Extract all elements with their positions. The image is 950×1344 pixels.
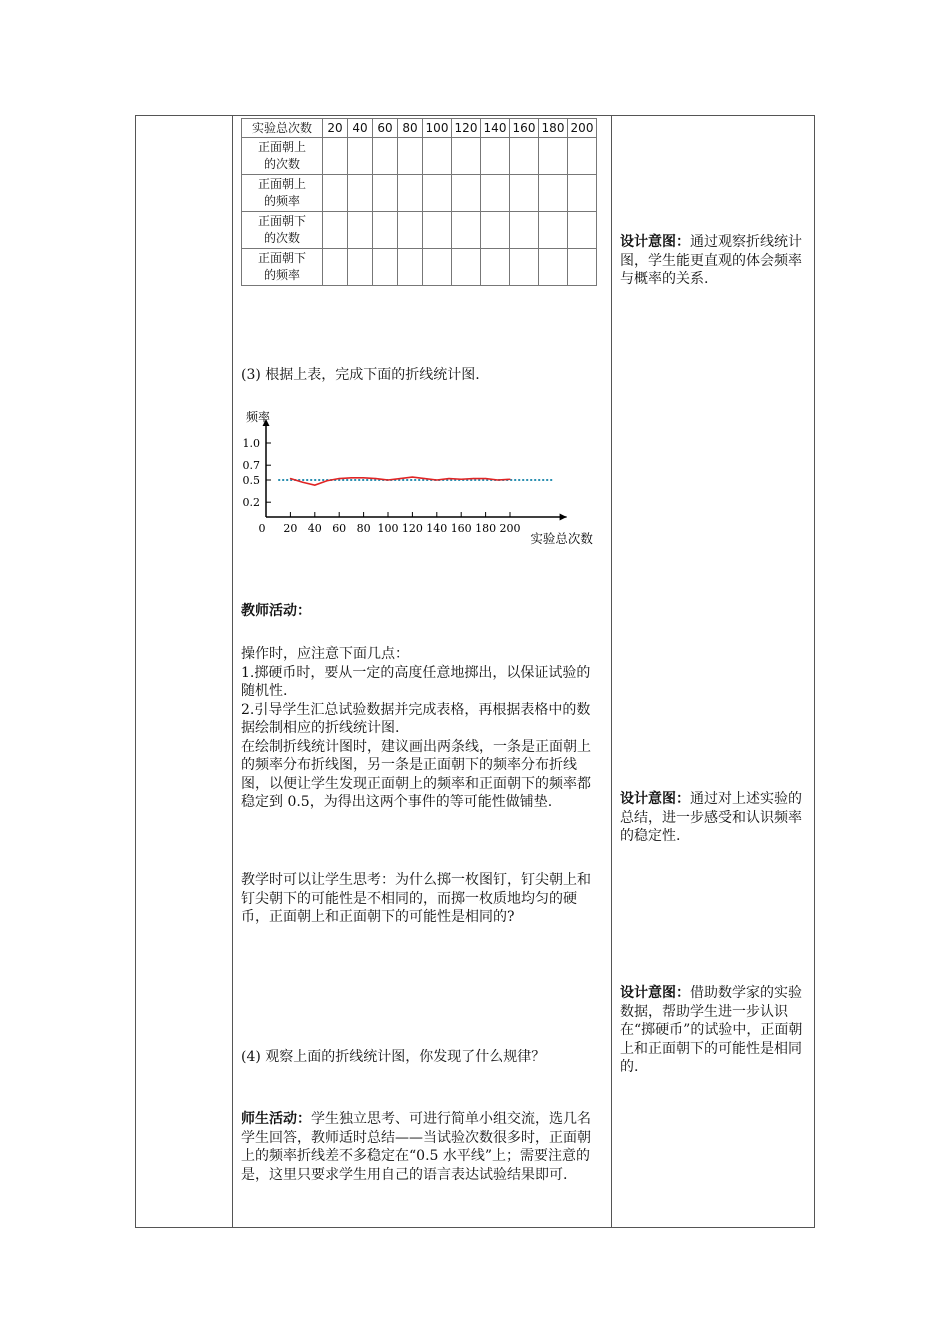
table-row [242,138,597,175]
x-tick-label: 140 [426,522,448,535]
teacher-point-1: 1.掷硬币时，要从一定的高度任意地掷出，以保证试验的随机性. [241,664,591,699]
x-tick-label: 40 [307,522,322,535]
design-intent-text: 通过对上述实验的总结，进一步感受和认识频率的稳定性. [620,791,802,844]
table-row-label: 正面朝下 的次数 [242,212,323,249]
table-header-cell: 160 [510,119,539,138]
frequency-data-point [387,479,388,480]
table-row [242,212,597,249]
table-header-cell: 60 [373,119,398,138]
frequency-data-point [339,478,340,479]
table-header-cell: 100 [423,119,452,138]
column-divider-2 [611,116,612,1227]
teacher-student-activity [241,1110,601,1184]
table-header-row [242,119,597,138]
step-4-text: (4) 观察上面的折线统计图，你发现了什么规律？ [241,1049,546,1065]
frequency-data-point [497,479,498,480]
y-axis-label: 频率 [246,410,271,424]
x-tick-label: 100 [377,522,399,535]
frequency-data-point [461,479,462,480]
step-3-text: (3) 根据上表，完成下面的折线统计图. [241,367,480,383]
design-intent-text: 借助数学家的实验数据，帮助学生进一步认识在“掷硬币”的试验中，正面朝上和正面朝下的可能性是相同的. [620,985,803,1075]
design-intent-1 [620,233,810,289]
frequency-line-chart [240,403,610,555]
design-intent-label: 设计意图： [620,791,690,807]
teacher-intro: 操作时，应注意下面几点： [241,646,409,662]
table-header-cell: 200 [568,119,597,138]
frequency-data-point [509,479,510,480]
x-axis-arrow [560,514,567,521]
x-tick-label: 0 [258,522,266,535]
table-row-label: 正面朝下 的频率 [242,249,323,286]
table-row [242,249,597,286]
x-tick-label: 180 [475,522,497,535]
design-intent-label: 设计意图： [620,985,690,1001]
table-header-cell: 140 [481,119,510,138]
frequency-data-point [290,478,291,479]
frequency-data-point [326,480,327,481]
y-tick-label: 0.5 [242,474,260,487]
x-tick-label: 20 [283,522,298,535]
teacher-activity-title: 教师活动： [241,603,311,619]
y-tick-label: 0.2 [242,496,260,510]
x-tick-label: 60 [332,522,347,535]
frequency-data-point [436,479,437,480]
frequency-data-point [448,478,449,479]
design-intent-text: 通过观察折线统计图，学生能更直观的体会频率与概率的关系. [620,234,802,287]
table-row-label: 正面朝上 的频率 [242,175,323,212]
frequency-data-point [485,478,486,479]
frequency-data-point [302,482,303,483]
summary-text: 学生独立思考、可进行简单小组交流，选几名学生回答，教师适时总结——当试验次数很多时，正面朝上的频率折线差不多稳定在“0.5 水平线”上；需要注意的是，这里只要求学生用自己的语言表达试验结果即可. [241,1111,591,1183]
x-axis-label: 实验总次数 [530,531,593,546]
y-tick-label: 1.0 [242,437,260,450]
table-header-cell: 40 [348,119,373,138]
x-tick-label: 200 [499,522,521,535]
y-tick-label: 0.7 [242,459,260,473]
table-header-cell: 120 [452,119,481,138]
table-row [242,175,597,212]
design-intent-3 [620,984,810,1077]
frequency-data-point [400,478,401,479]
frequency-data-point [473,478,474,479]
frequency-data-point [351,477,352,478]
frequency-data-point [363,477,364,478]
teacher-point-3: 在绘制折线统计图时，建议画出两条线，一条是正面朝上的频率分布折线图，另一条是正面朝下的频率分布折线图，以便让学生发现正面朝上的频率和正面朝下的频率都稳定到 0.5，为得出这两个事件的等可能性做铺垫. [241,738,591,810]
table-header-cell: 180 [539,119,568,138]
table-header-cell: 80 [398,119,423,138]
design-intent-label: 设计意图： [620,234,690,250]
design-intent-2 [620,790,810,846]
table-row-label: 正面朝上 的次数 [242,138,323,175]
x-tick-label: 120 [401,522,423,535]
teacher-question: 教学时可以让学生思考：为什么掷一枚图钉，钉尖朝上和钉尖朝下的可能性是不相同的，而掷一枚质地均匀的硬币，正面朝上和正面朝下的可能性是相同的? [241,872,591,925]
column-divider-1 [232,116,233,1227]
table-header-label: 实验总次数 [242,119,323,138]
x-tick-label: 80 [356,522,371,535]
experiment-table [241,118,597,286]
teacher-activity-body [241,645,601,812]
x-tick-label: 160 [450,522,472,535]
table-header-cell: 20 [323,119,348,138]
summary-label: 师生活动： [241,1111,311,1127]
teacher-point-2: 2.引导学生汇总试验数据并完成表格，再根据表格中的数据绘制相应的折线统计图. [241,701,591,736]
frequency-data-point [412,476,413,477]
frequency-data-point [375,478,376,479]
frequency-data-point [424,478,425,479]
frequency-data-point [314,485,315,486]
